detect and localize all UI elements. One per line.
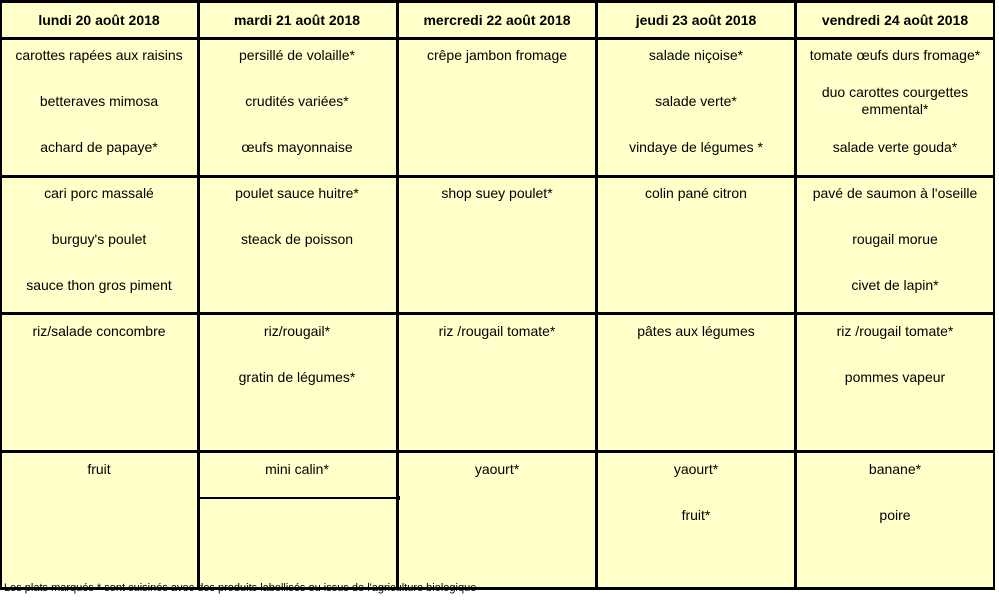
menu-item: rougail morue <box>852 231 938 247</box>
menu-item: civet de lapin* <box>851 277 939 293</box>
menu-item: crêpe jambon fromage <box>426 47 568 63</box>
day-header-jeudi: jeudi 23 août 2018 <box>635 12 757 28</box>
day-header-lundi: lundi 20 août 2018 <box>38 12 160 28</box>
menu-item: fruit <box>87 461 111 477</box>
grid-horizontal-rule <box>0 37 999 40</box>
day-column-lundi <box>0 0 198 590</box>
grid-vertical-rule <box>396 0 399 590</box>
menu-item: riz /rougail tomate* <box>836 323 954 339</box>
menu-item: achard de papaye* <box>40 139 158 155</box>
footnote <box>0 582 999 595</box>
day-header-vendredi: vendredi 24 août 2018 <box>821 12 969 28</box>
grid-horizontal-rule <box>0 175 999 178</box>
grid-vertical-rule <box>595 0 598 590</box>
menu-item: fruit* <box>681 507 711 523</box>
menu-item: carottes rapées aux raisins <box>15 47 183 63</box>
day-column-jeudi <box>597 0 795 590</box>
grid-horizontal-rule <box>0 0 999 3</box>
menu-item: sauce thon gros piment <box>26 277 172 293</box>
menu-item: gratin de légumes* <box>238 369 356 385</box>
day-column-mercredi <box>398 0 596 590</box>
menu-item: poulet sauce huitre* <box>235 185 359 201</box>
menu-item: pâtes aux légumes <box>637 323 755 339</box>
menu-item: riz /rougail tomate* <box>438 323 556 339</box>
menu-item: pavé de saumon à l'oseille <box>812 185 978 201</box>
menu-item: crudités variées* <box>245 93 349 109</box>
menu-item: pommes vapeur <box>844 369 946 385</box>
day-header-mardi: mardi 21 août 2018 <box>233 12 361 28</box>
sheet-right-margin <box>995 0 999 590</box>
menu-item: persillé de volaille* <box>239 47 355 63</box>
menu-item: banane* <box>868 461 922 477</box>
menu-item: salade verte* <box>655 93 737 109</box>
grid-horizontal-rule <box>0 312 999 315</box>
footnote-text: Les plats marqués * sont cuisinés avec des produits labellisés ou issus de l'agriculture biologique <box>4 582 477 594</box>
menu-item: riz/rougail* <box>263 323 331 339</box>
day-header-mercredi: mercredi 22 août 2018 <box>423 12 571 28</box>
menu-item: riz/salade concombre <box>32 323 166 339</box>
menu-item: colin pané citron <box>645 185 747 201</box>
menu-item: mini calin* <box>265 461 329 477</box>
grid-vertical-rule <box>197 0 200 590</box>
menu-item: salade verte gouda* <box>832 139 958 155</box>
menu-item: shop suey poulet* <box>441 185 553 201</box>
menu-item: yaourt* <box>673 461 719 477</box>
menu-item: yaourt* <box>474 461 520 477</box>
dessert-cell-divider <box>198 497 398 499</box>
menu-item: salade niçoise* <box>648 47 744 63</box>
grid-vertical-rule <box>0 0 2 590</box>
day-column-mardi <box>198 0 396 590</box>
menu-item: duo carottes courgettes emmental* <box>821 84 969 117</box>
menu-item: vindaye de légumes * <box>629 139 763 155</box>
menu-item: tomate œufs durs fromage* <box>809 47 981 63</box>
menu-item: steack de poisson <box>240 231 354 247</box>
grid-horizontal-rule <box>0 450 999 453</box>
menu-item: burguy's poulet <box>51 231 147 247</box>
menu-item: œufs mayonnaise <box>241 139 353 155</box>
menu-item: poire <box>879 507 911 523</box>
menu-item: betteraves mimosa <box>39 93 159 109</box>
menu-item: cari porc massalé <box>44 185 154 201</box>
cell-selection-handle[interactable] <box>396 496 400 500</box>
